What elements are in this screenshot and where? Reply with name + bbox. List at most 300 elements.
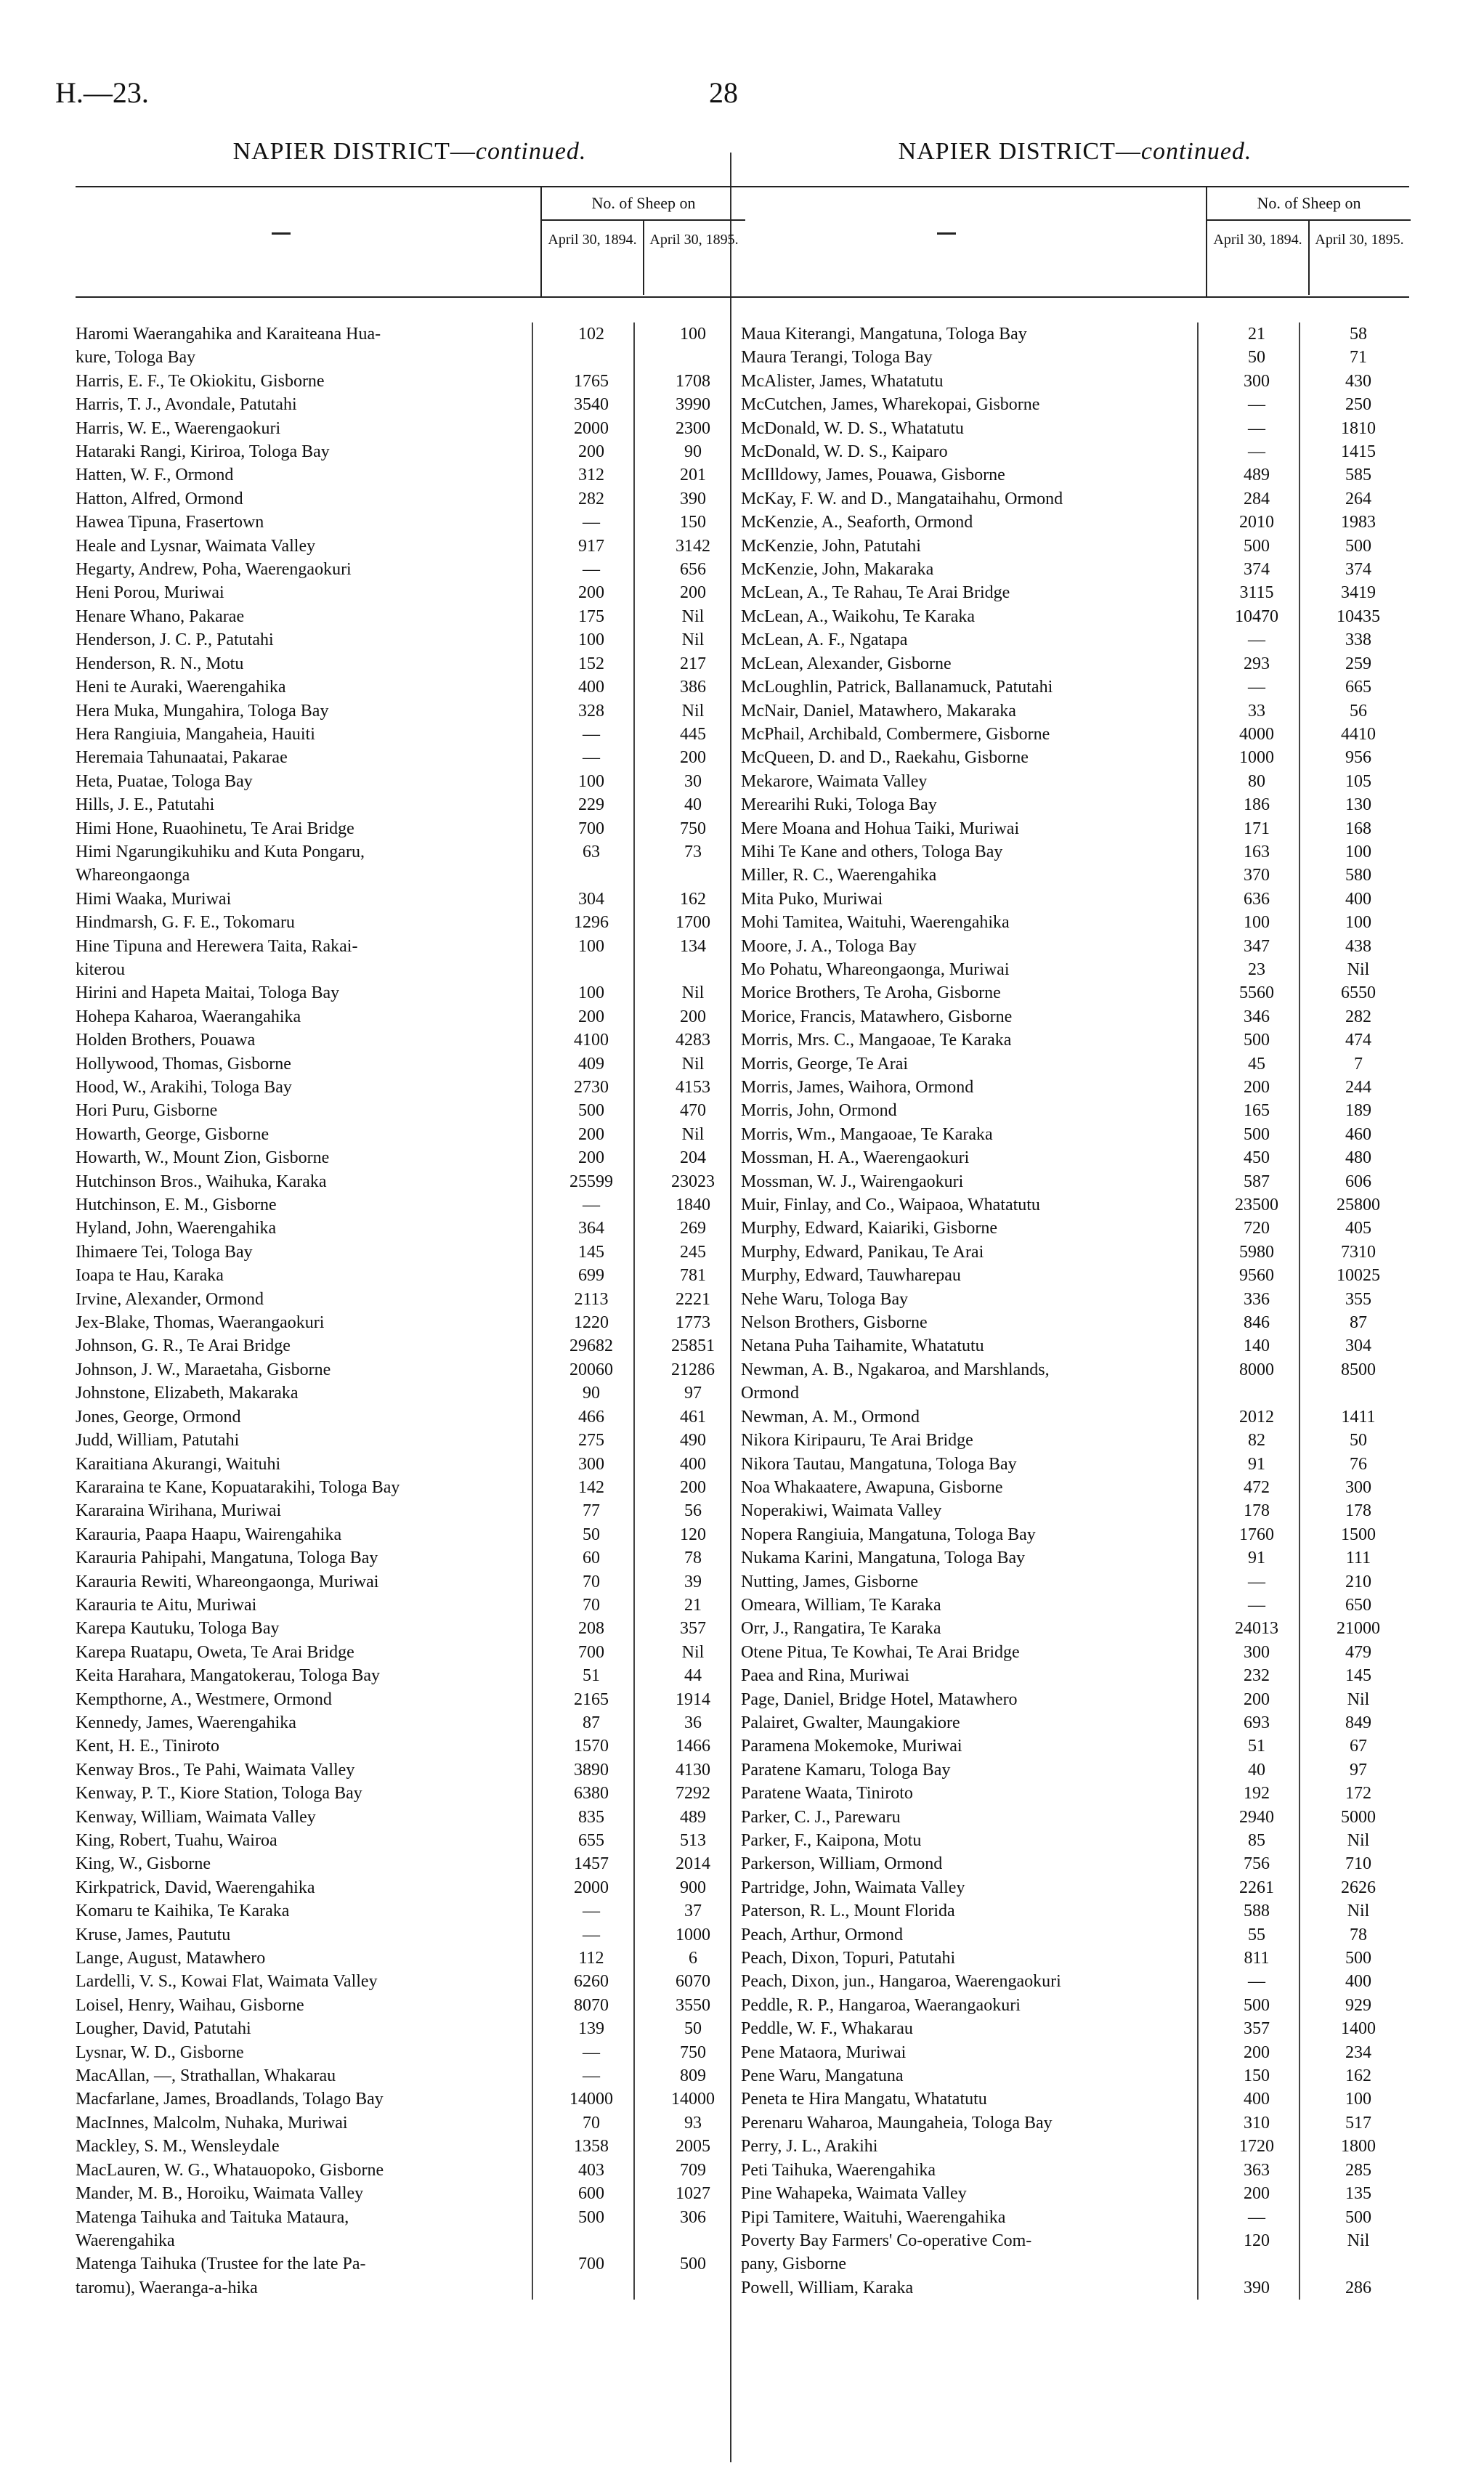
sheep-1894: 70 — [583, 1572, 600, 1591]
sheep-1895: 1700 — [676, 913, 710, 933]
entry-name: Himi Hone, Ruaohinetu, Te Arai Bridge — [76, 819, 354, 838]
sheep-1894: 178 — [1244, 1501, 1270, 1521]
table-row — [76, 1076, 744, 1099]
sheep-1894: 500 — [578, 2207, 604, 2227]
entry-name: Perenaru Waharoa, Maungaheia, Tologa Bay — [741, 2113, 1053, 2133]
sheep-1895: 849 — [1345, 1713, 1371, 1732]
table-row — [741, 1264, 1409, 1287]
table-row — [741, 1688, 1409, 1711]
sheep-1894: 6260 — [574, 1972, 609, 1992]
entry-name: Jones, George, Ormond — [76, 1407, 241, 1427]
sheep-1895: 338 — [1345, 630, 1371, 650]
sheep-1895: 7 — [1354, 1054, 1363, 1074]
sheep-1894: 40 — [1248, 1760, 1265, 1780]
sheep-1894: 102 — [578, 325, 604, 344]
sheep-1895: 750 — [680, 2042, 706, 2062]
table-row — [741, 417, 1409, 440]
sheep-1895: 6 — [689, 1949, 697, 1968]
entry-name: Hirini and Hapeta Maitai, Tologa Bay — [76, 983, 340, 1003]
sheep-1894: — — [1248, 2207, 1265, 2227]
entry-name: Kent, H. E., Tiniroto — [76, 1737, 220, 1756]
sheep-1895: 200 — [680, 1007, 706, 1026]
left-table-header — [76, 186, 744, 298]
entry-name: Howarth, W., Mount Zion, Gisborne — [76, 1148, 330, 1168]
sheep-1894: — — [1248, 395, 1265, 415]
table-row — [76, 1970, 744, 1993]
table-row — [741, 817, 1409, 840]
sheep-1895: 3550 — [676, 1995, 710, 2015]
entry-name: Hera Muka, Mungahira, Tologa Bay — [76, 701, 329, 721]
sheep-1895: 750 — [680, 819, 706, 838]
entry-name: Heale and Lysnar, Waimata Valley — [76, 536, 316, 556]
table-row — [76, 1217, 744, 1240]
table-row — [741, 1217, 1409, 1240]
sheep-1895: 460 — [1345, 1124, 1371, 1144]
sheep-1895: 500 — [1345, 2207, 1371, 2227]
entry-name: Mackley, S. M., Wensleydale — [76, 2137, 280, 2157]
table-row — [741, 1429, 1409, 1452]
table-row — [741, 2135, 1409, 2158]
entry-name: Kenway, William, Waimata Valley — [76, 1807, 316, 1827]
col-1894-header: April 30, 1894. — [542, 221, 644, 295]
sheep-1894: — — [583, 1196, 600, 1215]
table-row — [76, 1806, 744, 1829]
sheep-1895: 78 — [1350, 1925, 1367, 1944]
sheep-1894: 50 — [1248, 348, 1265, 368]
table-row — [741, 1711, 1409, 1735]
sheep-1895: 386 — [680, 678, 706, 697]
entry-name: Morris, John, Ormond — [741, 1101, 897, 1121]
sheep-1895: 150 — [680, 513, 706, 532]
sheep-1894: 2940 — [1239, 1807, 1274, 1827]
sheep-1895: 900 — [680, 1878, 706, 1897]
entry-name: pany, Gisborne — [741, 2255, 847, 2274]
entry-name: Mekarore, Waimata Valley — [741, 771, 928, 791]
table-row — [76, 2135, 744, 2158]
sheep-1895: 513 — [680, 1831, 706, 1850]
table-row — [76, 911, 744, 934]
table-row — [741, 1923, 1409, 1947]
sheep-1894: 200 — [578, 442, 604, 462]
table-row — [741, 1241, 1409, 1264]
sheep-1895: 10435 — [1337, 606, 1380, 626]
sheep-1894: 2012 — [1239, 1407, 1274, 1427]
sheep-1894: 284 — [1244, 489, 1270, 508]
table-row — [76, 1146, 744, 1169]
entry-name: Hindmarsh, G. F. E., Tokomaru — [76, 913, 295, 933]
sheep-1894: 500 — [1244, 1031, 1270, 1050]
table-row — [741, 1641, 1409, 1664]
sheep-1895: 461 — [680, 1407, 706, 1427]
sheep-1895: 204 — [680, 1148, 706, 1168]
entry-name: kiterou — [76, 959, 125, 979]
table-row — [741, 793, 1409, 816]
sheep-1895: 5000 — [1341, 1807, 1376, 1827]
sheep-1895: 23023 — [671, 1172, 715, 1191]
sheep-1895: 78 — [684, 1549, 702, 1568]
sheep-1895: 430 — [1345, 371, 1371, 391]
sheep-1895: Nil — [1347, 1831, 1370, 1850]
table-row — [76, 1664, 744, 1687]
sheep-1895: 2005 — [676, 2137, 710, 2157]
sheep-1895: 56 — [684, 1501, 702, 1521]
table-row — [741, 2017, 1409, 2040]
entry-name: Morice, Francis, Matawhero, Gisborne — [741, 1007, 1013, 1026]
table-row — [741, 888, 1409, 911]
entry-name: Nutting, James, Gisborne — [741, 1572, 918, 1591]
table-row — [76, 1782, 744, 1805]
sheep-1895: Nil — [1347, 1689, 1370, 1709]
entry-name: Himi Ngarungikuhiku and Kuta Pongaru, — [76, 842, 365, 861]
sheep-1894: 4100 — [574, 1031, 609, 1050]
entry-name: Newman, A. M., Ormond — [741, 1407, 920, 1427]
entry-name: Perry, J. L., Arakihi — [741, 2137, 878, 2157]
entry-name: Maua Kiterangi, Mangatuna, Tologa Bay — [741, 325, 1027, 344]
sheep-1894: — — [583, 560, 600, 580]
sheep-1895: 2221 — [676, 1289, 710, 1309]
entry-name: Peneta te Hira Mangatu, Whatatutu — [741, 2090, 987, 2109]
entry-name: Karauria, Paapa Haapu, Wairengahika — [76, 1525, 342, 1544]
entry-name: McKenzie, A., Seaforth, Ormond — [741, 513, 973, 532]
sheep-1895: 6070 — [676, 1972, 710, 1992]
entry-name: Judd, William, Patutahi — [76, 1431, 240, 1451]
left-title: NAPIER DISTRICT—continued. — [232, 138, 587, 165]
table-row — [741, 1806, 1409, 1829]
entry-name: Paea and Rina, Muriwai — [741, 1666, 909, 1686]
entry-name: Noperakiwi, Waimata Valley — [741, 1501, 942, 1521]
sheep-1895: 656 — [680, 560, 706, 580]
table-row — [741, 1193, 1409, 1217]
table-row — [741, 605, 1409, 628]
entry-name: Karauria te Aitu, Muriwai — [76, 1595, 257, 1615]
entry-name: kure, Tologa Bay — [76, 348, 196, 368]
entry-name: King, W., Gisborne — [76, 1854, 211, 1874]
table-row — [76, 558, 744, 581]
sheep-1894: 450 — [1244, 1148, 1270, 1168]
sheep-1895: 37 — [684, 1902, 702, 1921]
table-row — [741, 981, 1409, 1005]
sheep-1895: 14000 — [671, 2090, 715, 2109]
sheep-1895: 489 — [680, 1807, 706, 1827]
sheep-1895: 1773 — [676, 1313, 710, 1333]
sheep-1894: — — [583, 1902, 600, 1921]
sheep-1894: 5980 — [1239, 1242, 1274, 1262]
sheep-1894: 229 — [578, 795, 604, 815]
entry-name: Harris, T. J., Avondale, Patutahi — [76, 395, 297, 415]
sheep-1894: 700 — [578, 1642, 604, 1662]
entry-name: Hohepa Kaharoa, Waerangahika — [76, 1007, 301, 1026]
sheep-1895: 162 — [1345, 2066, 1371, 2086]
sheep-1894: 357 — [1244, 2019, 1270, 2039]
table-row — [76, 1476, 744, 1499]
entry-name: Peddle, R. P., Hangaroa, Waerangaokuri — [741, 1995, 1021, 2015]
sheep-1894 — [1206, 1381, 1307, 1405]
table-row — [76, 1264, 744, 1287]
entry-name: Kararaina te Kane, Kopuatarakihi, Tologa Bay — [76, 1477, 400, 1497]
entry-name: Pene Waru, Mangatuna — [741, 2066, 904, 2086]
sheep-1895: 500 — [1345, 536, 1371, 556]
entry-name: Haromi Waerangahika and Karaiteana Hua- — [76, 325, 381, 344]
sheep-1895: 585 — [1345, 466, 1371, 485]
sheep-1895: 21 — [684, 1595, 702, 1615]
sheep-1894: 14000 — [569, 2090, 613, 2109]
sheep-1894: 374 — [1244, 560, 1270, 580]
sheep-1894: 33 — [1248, 701, 1265, 721]
sheep-1894: — — [583, 2042, 600, 2062]
sheep-1895: 100 — [1345, 842, 1371, 861]
table-row — [741, 1617, 1409, 1640]
entry-name: Nopera Rangiuia, Mangatuna, Tologa Bay — [741, 1525, 1036, 1544]
sheep-1894: 90 — [583, 1384, 600, 1403]
sheep-1895: 1914 — [676, 1689, 710, 1709]
entry-name: Hyland, John, Waerengahika — [76, 1219, 277, 1238]
entry-name: Orr, J., Rangatira, Te Karaka — [741, 1619, 941, 1639]
entry-name: Hatten, W. F., Ormond — [76, 466, 234, 485]
entry-name: Mander, M. B., Horoiku, Waimata Valley — [76, 2184, 364, 2204]
entry-name: Karepa Kautuku, Tologa Bay — [76, 1619, 280, 1639]
entry-name: Pine Wahapeka, Waimata Valley — [741, 2184, 967, 2204]
table-row — [76, 393, 744, 416]
table-row — [741, 1499, 1409, 1522]
entry-name: Peddle, W. F., Whakarau — [741, 2019, 913, 2039]
sheep-1895: 517 — [1345, 2113, 1371, 2133]
sheep-1895: 445 — [680, 724, 706, 744]
sheep-1894: 2000 — [574, 418, 609, 438]
table-row — [76, 1899, 744, 1923]
entry-name: Maura Terangi, Tologa Bay — [741, 348, 933, 368]
sheep-1895: 479 — [1345, 1642, 1371, 1662]
table-row — [76, 981, 744, 1005]
sheep-1894: — — [1248, 1572, 1265, 1591]
table-row — [76, 1758, 744, 1782]
table-row — [76, 1735, 744, 1758]
table-row — [741, 322, 1409, 346]
sheep-1894: 10470 — [1235, 606, 1278, 626]
sheep-1894 — [540, 2276, 642, 2300]
entry-name: Merearihi Ruki, Tologa Bay — [741, 795, 937, 815]
sheep-1894: 3115 — [1239, 583, 1274, 603]
sheep-1895: Nil — [1347, 2231, 1370, 2250]
sheep-1894: 60 — [583, 1549, 600, 1568]
sheep-1894: 200 — [1244, 2042, 1270, 2062]
sheep-1894: 700 — [578, 819, 604, 838]
table-row — [741, 2088, 1409, 2111]
sheep-1894: 100 — [578, 983, 604, 1003]
table-row — [76, 2182, 744, 2205]
entry-name: McKenzie, John, Makaraka — [741, 560, 934, 580]
left-column — [76, 138, 744, 2300]
sheep-1895: 3990 — [676, 395, 710, 415]
entry-name: Whareongaonga — [76, 866, 190, 885]
sheep-1894: 2165 — [574, 1689, 609, 1709]
table-row — [76, 699, 744, 723]
right-table-header — [741, 186, 1409, 298]
sheep-1895 — [642, 864, 744, 887]
sheep-1895: 4153 — [676, 1078, 710, 1097]
sheep-1895: 1500 — [1341, 1525, 1376, 1544]
table-row — [76, 346, 744, 369]
entry-name: Pene Mataora, Muriwai — [741, 2042, 907, 2062]
sheep-1895: 480 — [1345, 1148, 1371, 1168]
table-row — [741, 1288, 1409, 1311]
table-row — [76, 723, 744, 746]
table-row — [76, 1358, 744, 1381]
sheep-1894: 200 — [578, 1007, 604, 1026]
sheep-1894: 55 — [1248, 1925, 1265, 1944]
sheep-1895: 90 — [684, 442, 702, 462]
sheep-1894: 693 — [1244, 1713, 1270, 1732]
sheep-1894: 208 — [578, 1619, 604, 1639]
table-row — [76, 535, 744, 558]
table-row — [76, 1947, 744, 1970]
sheep-1894: 20060 — [569, 1360, 613, 1379]
table-row — [76, 652, 744, 675]
entry-name: Mossman, W. J., Wairengaokuri — [741, 1172, 964, 1191]
entry-name: McCutchen, James, Wharekopai, Gisborne — [741, 395, 1040, 415]
table-row — [741, 911, 1409, 934]
sheep-1895: 269 — [680, 1219, 706, 1238]
sheep-1895: 259 — [1345, 654, 1371, 673]
sheep-1894: 50 — [583, 1525, 600, 1544]
entry-name: Hutchinson Bros., Waihuka, Karaka — [76, 1172, 327, 1191]
sheep-1894: 472 — [1244, 1477, 1270, 1497]
table-row — [76, 2088, 744, 2111]
sheep-1894: 390 — [1244, 2278, 1270, 2297]
entry-name: McPhail, Archibald, Combermere, Gisborne — [741, 724, 1050, 744]
sheep-1895: Nil — [1347, 1902, 1370, 1921]
entry-name: Peach, Dixon, jun., Hangaroa, Waerengaokuri — [741, 1972, 1061, 1992]
sheep-1894: 1000 — [1239, 748, 1274, 768]
entry-name: Irvine, Alexander, Ormond — [76, 1289, 264, 1309]
entry-name: Harris, W. E., Waerengaokuri — [76, 418, 281, 438]
sheep-1894: 3540 — [574, 395, 609, 415]
entry-name: Morice Brothers, Te Aroha, Gisborne — [741, 983, 1001, 1003]
entry-name: McLean, Alexander, Gisborne — [741, 654, 952, 673]
entry-name: Parker, C. J., Parewaru — [741, 1807, 901, 1827]
sheep-1895: 130 — [1345, 795, 1371, 815]
table-row — [741, 770, 1409, 793]
entry-name: Karauria Pahipahi, Mangatuna, Tologa Bay — [76, 1549, 378, 1568]
table-row — [741, 2276, 1409, 2300]
sheep-1895: 355 — [1345, 1289, 1371, 1309]
table-row — [76, 1852, 744, 1875]
sheep-1894: 1760 — [1239, 1525, 1274, 1544]
entry-name: Hood, W., Arakihi, Tologa Bay — [76, 1078, 292, 1097]
sheep-1895: 244 — [1345, 1078, 1371, 1097]
table-row — [741, 558, 1409, 581]
table-row — [76, 1193, 744, 1217]
table-row — [741, 1005, 1409, 1028]
sheep-1894: 304 — [578, 889, 604, 909]
sheep-1894: 1358 — [574, 2137, 609, 2157]
sheep-1894: 370 — [1244, 866, 1270, 885]
sheep-1895: 1415 — [1341, 442, 1376, 462]
sheep-1895: 73 — [684, 842, 702, 861]
table-row — [76, 1641, 744, 1664]
table-row — [76, 1523, 744, 1546]
entry-name: Murphy, Edward, Panikau, Te Arai — [741, 1242, 984, 1262]
sheep-1894: 51 — [1248, 1737, 1265, 1756]
table-row — [741, 1876, 1409, 1899]
entry-name: Murphy, Edward, Tauwharepau — [741, 1266, 961, 1286]
entry-name: Komaru te Kaihika, Te Karaka — [76, 1902, 290, 1921]
table-row — [741, 1758, 1409, 1782]
entry-name: Johnstone, Elizabeth, Makaraka — [76, 1384, 299, 1403]
table-row — [741, 1123, 1409, 1146]
sheep-1894: 1457 — [574, 1854, 609, 1874]
sheep-1894: 2261 — [1239, 1878, 1274, 1897]
table-row — [741, 652, 1409, 675]
sheep-1894: — — [583, 1925, 600, 1944]
table-row — [76, 511, 744, 534]
table-row — [741, 1311, 1409, 1334]
sheep-1895: 1466 — [676, 1737, 710, 1756]
sheep-1895: 4410 — [1341, 724, 1376, 744]
sheep-1894: 8000 — [1239, 1360, 1274, 1379]
entry-name: Mohi Tamitea, Waituhi, Waerengahika — [741, 913, 1010, 933]
table-row — [741, 1970, 1409, 1993]
sheep-1894: 91 — [1248, 1549, 1265, 1568]
entry-name: Muir, Finlay, and Co., Waipaoa, Whatatutu — [741, 1196, 1040, 1215]
table-row — [76, 1594, 744, 1617]
sheep-1894: 500 — [1244, 1124, 1270, 1144]
sheep-1894: 165 — [1244, 1101, 1270, 1121]
entry-name: Karepa Ruatapu, Oweta, Te Arai Bridge — [76, 1642, 354, 1662]
sheep-1895 — [642, 346, 744, 369]
entry-name: MacInnes, Malcolm, Nuhaka, Muriwai — [76, 2113, 348, 2133]
sheep-1894: — — [1248, 678, 1265, 697]
sheep-1894: 51 — [583, 1666, 600, 1686]
entry-name: Poverty Bay Farmers' Co-operative Com- — [741, 2231, 1032, 2250]
sheep-1895: 234 — [1345, 2042, 1371, 2062]
table-row — [76, 487, 744, 511]
sheep-1895: 470 — [680, 1101, 706, 1121]
table-row — [741, 581, 1409, 604]
sheep-1895: 282 — [1345, 1007, 1371, 1026]
entry-name: Netana Puha Taihamite, Whatatutu — [741, 1336, 984, 1356]
sheep-1894: 500 — [1244, 1995, 1270, 2015]
entry-name: Mo Pohatu, Whareongaonga, Muriwai — [741, 959, 1010, 979]
sheep-1894: 328 — [578, 701, 604, 721]
entry-name: Parker, F., Kaipona, Motu — [741, 1831, 922, 1850]
sheep-1895: 200 — [680, 748, 706, 768]
entry-name: MacLauren, W. G., Whatauopoko, Gisborne — [76, 2160, 384, 2180]
sheep-1895: 286 — [1345, 2278, 1371, 2297]
sheep-1895: 135 — [1345, 2184, 1371, 2204]
sheep-1894: 310 — [1244, 2113, 1270, 2133]
table-row — [76, 840, 744, 864]
entry-name: Jex-Blake, Thomas, Waerangaokuri — [76, 1313, 325, 1333]
entry-name: Heremaia Tahunaatai, Pakarae — [76, 748, 288, 768]
right-title: NAPIER DISTRICT—continued. — [898, 138, 1252, 165]
sheep-1895: Nil — [681, 983, 705, 1003]
sheep-1894: 77 — [583, 1501, 600, 1521]
sheep-1895 — [1307, 1381, 1409, 1405]
entry-name: Lardelli, V. S., Kowai Flat, Waimata Valley — [76, 1972, 378, 1992]
sheep-1895: 6550 — [1341, 983, 1376, 1003]
entry-name: Ioapa te Hau, Karaka — [76, 1266, 224, 1286]
table-row — [741, 699, 1409, 723]
entry-name: Mossman, H. A., Waerengaokuri — [741, 1148, 970, 1168]
entry-name: Hawea Tipuna, Frasertown — [76, 513, 264, 532]
sheep-1895: 189 — [1345, 1101, 1371, 1121]
sheep-1894: — — [1248, 1972, 1265, 1992]
table-row — [741, 463, 1409, 487]
entry-name: McAlister, James, Whatatutu — [741, 371, 944, 391]
table-row — [76, 864, 744, 887]
entry-name: Lysnar, W. D., Gisborne — [76, 2042, 244, 2062]
table-row — [76, 605, 744, 628]
